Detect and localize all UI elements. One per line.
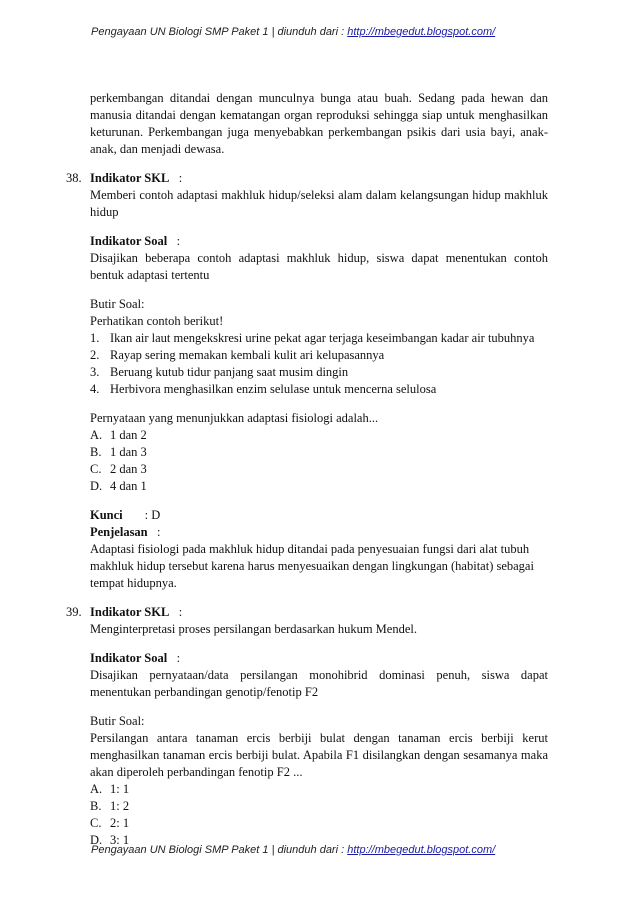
question-38 bbox=[66, 170, 548, 592]
option-d: D. 4 dan 1 bbox=[90, 479, 147, 493]
skl-text: Menginterpretasi proses persilangan berdasarkan hukum Mendel. bbox=[90, 622, 417, 636]
soal-text: Disajikan beberapa contoh adaptasi makhluk hidup, siswa dapat menentukan contoh bentuk adaptasi tertentu bbox=[90, 251, 548, 282]
list-item: 2. Rayap sering memakan kembali kulit ari kelupasannya bbox=[90, 348, 385, 362]
question-lead: Perhatikan contoh berikut! bbox=[90, 314, 224, 328]
question-text: Pernyataan yang menunjukkan adaptasi fisiologi adalah... bbox=[90, 411, 379, 425]
footer-link[interactable]: http://mbegedut.blogspot.com/ bbox=[347, 844, 496, 856]
explanation-heading: Penjelasan : bbox=[90, 525, 161, 539]
butir-label: Butir Soal: bbox=[90, 714, 145, 728]
question-number: 39. bbox=[66, 605, 82, 619]
explanation-text: Adaptasi fisiologi pada makhluk hidup ditandai pada penyesuaian fungsi dari alat tubuh makhluk hidup tersebut karena harus menyesuaikan dengan lingkungan (habitat) sebagai tempat hidupnya. bbox=[90, 542, 534, 590]
list-item: 4. Herbivora menghasilkan enzim selulase untuk mencerna selulosa bbox=[90, 382, 437, 396]
question-number: 38. bbox=[66, 171, 82, 185]
skl-text: Memberi contoh adaptasi makhluk hidup/seleksi alam dalam kelangsungan hidup makhluk hidup bbox=[90, 188, 548, 219]
option-c: C. 2: 1 bbox=[90, 816, 130, 830]
option-b: B. 1 dan 3 bbox=[90, 445, 147, 459]
option-a: A. 1 dan 2 bbox=[90, 428, 147, 442]
soal-heading: Indikator Soal : bbox=[90, 651, 181, 665]
intro-paragraph: perkembangan ditandai dengan munculnya bunga atau buah. Sedang pada hewan dan manusia ditandai dengan kematangan organ reproduksi sehingga siap untuk menghasilkan keturunan. Perkembangan juga menyebabkan perkembangan psikis dari usia bayi, anak-anak, dan menjadi dewasa. bbox=[90, 91, 548, 156]
example-list bbox=[90, 330, 548, 398]
skl-heading: Indikator SKL : bbox=[90, 171, 183, 185]
skl-heading: Indikator SKL : bbox=[90, 605, 183, 619]
option-c: C. 2 dan 3 bbox=[90, 462, 147, 476]
document-body bbox=[66, 90, 548, 849]
footer-text: Pengayaan UN Biologi SMP Paket 1 | diunduh dari : bbox=[91, 844, 348, 856]
option-a: A. 1: 1 bbox=[90, 782, 130, 796]
answer-key: Kunci : D bbox=[90, 508, 161, 522]
page-header bbox=[91, 25, 611, 39]
butir-label: Butir Soal: bbox=[90, 297, 145, 311]
list-item: 1. Ikan air laut mengekskresi urine pekat agar terjaga keseimbangan kadar air tubuhnya bbox=[90, 331, 535, 345]
question-39 bbox=[66, 604, 548, 849]
option-b: B. 1: 2 bbox=[90, 799, 130, 813]
page-footer bbox=[91, 843, 611, 857]
question-text: Persilangan antara tanaman ercis berbiji bulat dengan tanaman ercis berbiji kerut menghasilkan tanaman ercis berbiji bulat. Apabila F1 disilangkan dengan sesamanya maka akan diperoleh perbandingan fenotip F2 ... bbox=[90, 731, 548, 779]
header-link[interactable]: http://mbegedut.blogspot.com/ bbox=[347, 26, 496, 38]
soal-heading: Indikator Soal : bbox=[90, 234, 181, 248]
header-text: Pengayaan UN Biologi SMP Paket 1 | diunduh dari : bbox=[91, 26, 348, 38]
list-item: 3. Beruang kutub tidur panjang saat musim dingin bbox=[90, 365, 349, 379]
soal-text: Disajikan pernyataan/data persilangan monohibrid dominasi penuh, siswa dapat menentukan perbandingan genotip/fenotip F2 bbox=[90, 668, 548, 699]
option-d: D. 3: 1 bbox=[90, 833, 130, 847]
